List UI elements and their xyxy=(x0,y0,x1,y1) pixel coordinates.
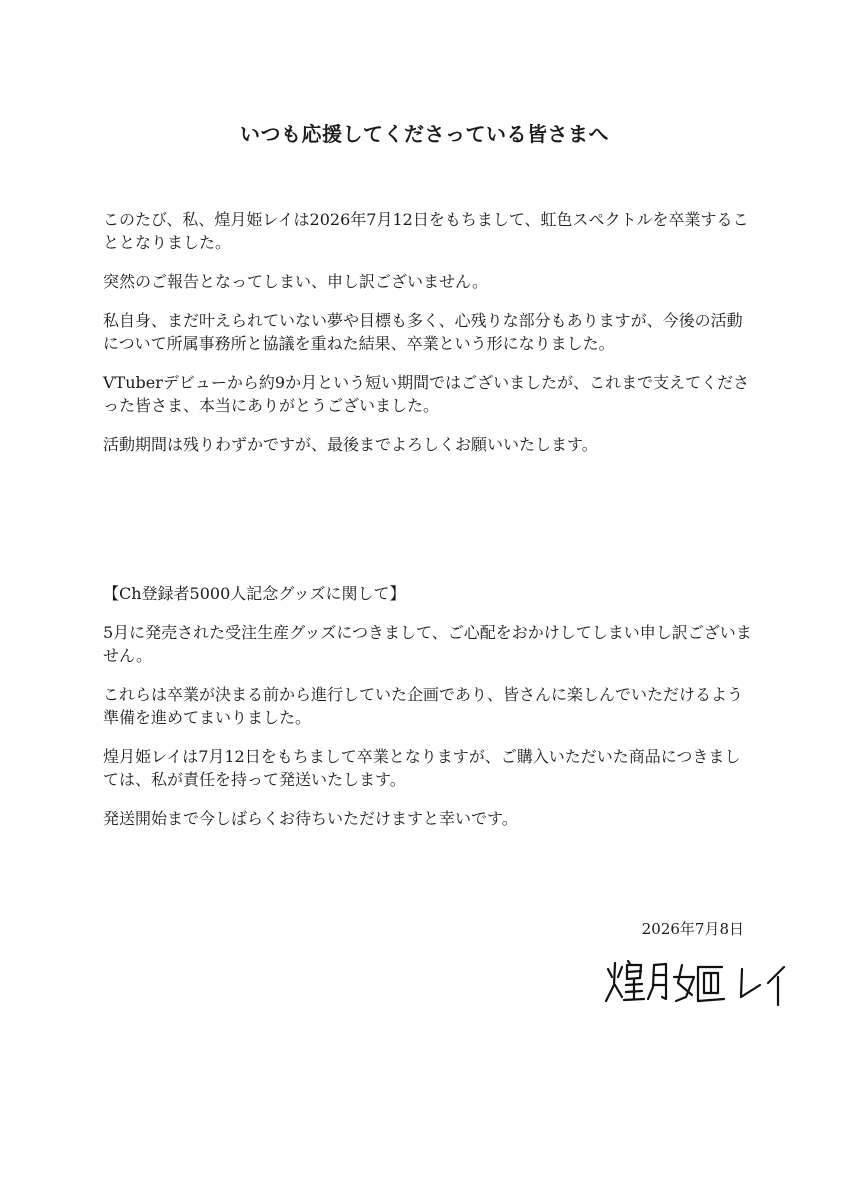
section-heading: 【Ch登録者5000人記念グッズに関して】 xyxy=(103,584,406,603)
announcement-section xyxy=(103,208,753,472)
paragraph: このたび、私、煌月姫レイは2026年7月12日をもちまして、虹色スペクトルを卒業することとなりました。 xyxy=(103,210,749,252)
merchandise-section xyxy=(103,582,753,846)
paragraph: 発送開始まで今しばらくお待ちいただけますと幸いです。 xyxy=(103,809,518,828)
paragraph: 突然のご報告となってしまい、申し訳ございません。 xyxy=(103,272,488,291)
document-title: いつも応援してくださっている皆さまへ xyxy=(240,122,609,146)
document-date: 2026年7月8日 xyxy=(641,920,744,938)
handwritten-signature xyxy=(600,955,790,1015)
paragraph: 活動期間は残りわずかですが、最後までよろしくお願いいたします。 xyxy=(103,435,598,454)
paragraph: VTuberデビューから約9か月という短い期間ではございましたが、これまで支えてくださった皆さま、本当にありがとうございました。 xyxy=(103,373,750,415)
paragraph: 私自身、まだ叶えられていない夢や目標も多く、心残りな部分もありますが、今後の活動について所属事務所と協議を重ねた結果、卒業という形になりました。 xyxy=(103,311,743,353)
paragraph: 煌月姫レイは7月12日をもちまして卒業となりますが、ご購入いただいた商品につきましては、私が責任を持って発送いたします。 xyxy=(103,747,741,789)
paragraph: 5月に発売された受注生産グッズにつきまして、ご心配をおかけしてしまい申し訳ございません。 xyxy=(103,623,752,665)
paragraph: これらは卒業が決まる前から進行していた企画であり、皆さんに楽しんでいただけるよう準備を進めてまいりました。 xyxy=(103,685,744,727)
